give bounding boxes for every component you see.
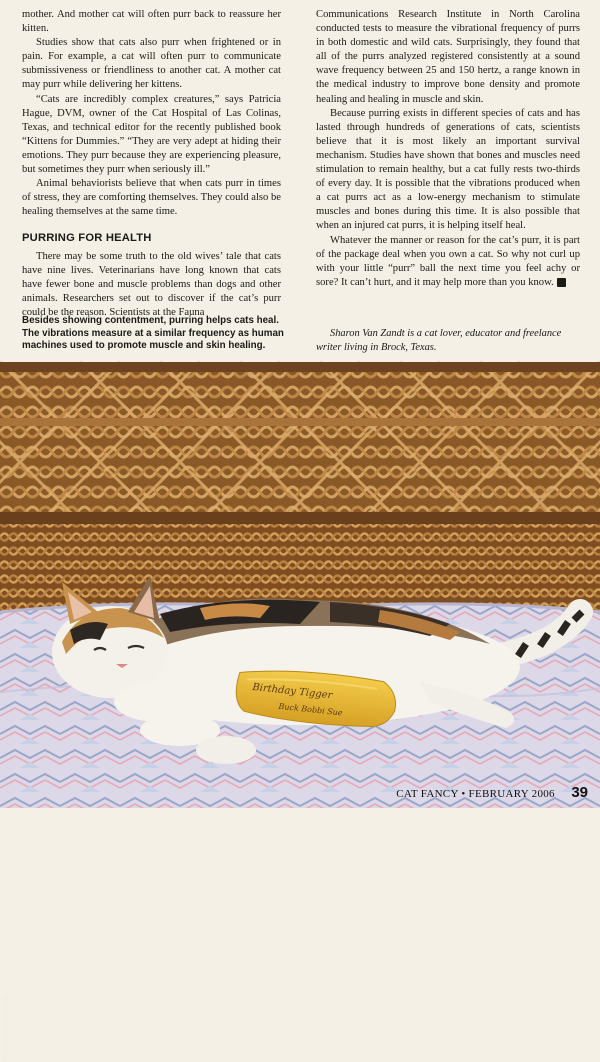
cat-photo-illustration xyxy=(0,362,600,808)
article-paragraph: There may be some truth to the old wives’ tale that cats have nine lives. Veterinarians have long known that cats have fewer bone and muscle problems than dogs and other animals. Researchers set out to discover if the cat’s purr could be the reason. Scientists at the Fauna xyxy=(22,250,281,318)
article-paragraph: Animal behaviorists believe that when cats purr in times of stress, they are comforting themselves. They could also be healing themselves at the same time. xyxy=(22,178,281,218)
article-paragraph: “Cats are incredibly complex creatures,” says Patricia Hague, DVM, owner of the Cat Hospital of Las Colinas, Texas, and technical editor for the recently published book “Kittens for Dummies.” “They are very adept at hiding their emotions. They purr because they are experiencing pleasure, but sometimes they purr when seriously ill.” xyxy=(22,93,281,176)
magazine-name: CAT FANCY • FEBRUARY 2006 xyxy=(396,788,555,800)
article-paragraph: mother. And mother cat will often purr back to reassure her kitten. xyxy=(22,9,281,35)
toy-text-secondary: Buck Bobbi Sue xyxy=(278,701,343,718)
article-paragraph: Communications Research Institute in North Carolina conducted tests to measure the vibrational frequency of purrs in both domestic and wild cats. Surprisingly, they found that all of the purrs analyzed registered consistently at a sound wave frequency between 25 and 150 hertz, a range known in the medical industry to improve bone density and promote healing and healing in muscle and skin. xyxy=(316,9,580,105)
toy-text: Birthday Tigger xyxy=(251,681,333,702)
photo-caption: Besides showing contentment, purring helps cats heal. The vibrations measure at a similar frequency as human machines used to promote muscle and skin healing. xyxy=(22,315,284,352)
article-paragraph-text: Whatever the manner or reason for the cat’s purr, it is part of the package deal when you own a cat. So why not curl up with your little “purr” ball the next time you feel achy or sore? It can’t hurt, and it may help more than you know. xyxy=(316,234,580,288)
end-of-article-mark: CF xyxy=(557,278,566,287)
cat-photograph xyxy=(0,362,600,1062)
page-number: 39 xyxy=(571,784,588,801)
section-subhead: PURRING FOR HEALTH xyxy=(22,232,152,245)
article-paragraph-final xyxy=(316,234,580,290)
article-left-column xyxy=(22,8,281,320)
article-paragraph: Studies show that cats also purr when frightened or in pain. For example, a cat will often purr to communicate submissiveness or friendliness to another cat. A mother cat may purr while delivering her kittens. xyxy=(22,37,281,91)
article-paragraph: Because purring exists in different species of cats and has lasted through hundreds of generations of cats, scientists believe that it is most likely an important survival mechanism. Studies have shown that bones and muscles need stimulation to remain healthy, but a cat fully rests two-thirds of every day. It is possible that the vibrations produced when a cat purrs act as a low-energy mechanism to stimulate muscles and bones during this time. It is also possible that when an injured cat purrs, it is helping itself heal. xyxy=(316,107,580,232)
article-right-column xyxy=(316,8,580,290)
photo-credit: RENEE STOCKDALE xyxy=(4,994,10,1062)
page-footer xyxy=(396,784,588,802)
author-bio: Sharon Van Zandt is a cat lover, educator and freelance writer living in Brock, Texas. xyxy=(316,328,562,353)
